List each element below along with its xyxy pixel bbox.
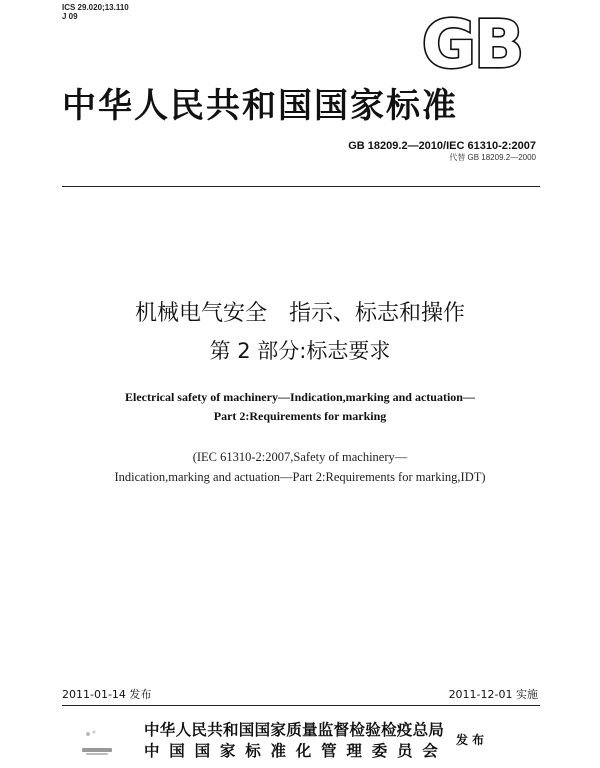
header-divider	[62, 186, 540, 187]
issuer-aqsiq: 中华人民共和国国家质量监督检验检疫总局	[144, 721, 445, 739]
issue-date: 2011-01-14 发布	[62, 688, 152, 701]
replaces-standard: 代替 GB 18209.2—2000	[449, 153, 536, 162]
publish-label: 发布	[456, 733, 489, 747]
implementation-date: 2011-12-01 实施	[448, 688, 538, 701]
equivalence-line1: (IEC 61310-2:2007,Safety of machinery—	[192, 450, 408, 464]
footer-divider	[62, 705, 540, 706]
title-english-line2: Part 2:Requirements for marking	[213, 409, 387, 423]
national-standard-heading: 中华人民共和国国家标准	[62, 86, 458, 126]
standard-number-block	[348, 140, 536, 163]
equivalence-line2: Indication,marking and actuation—Part 2:Requirements for marking,IDT)	[114, 470, 486, 484]
gb-logo-text: GB	[421, 12, 523, 74]
seal-icon	[74, 724, 124, 760]
title-english-line1: Electrical safety of machinery—Indication,marking and actuation—	[125, 390, 475, 404]
classification-codes	[62, 3, 129, 21]
issuer-sac: 中国国家标准化管理委员会	[144, 742, 448, 760]
standard-number: GB 18209.2—2010/IEC 61310-2:2007	[348, 140, 536, 152]
ics-code: ICS 29.020;13.110	[62, 3, 129, 12]
ccs-code: J 09	[62, 12, 78, 21]
gb-logo	[404, 12, 540, 74]
title-chinese-line2: 第 2 部分:标志要求	[209, 339, 391, 363]
title-chinese-line1: 机械电气安全 指示、标志和操作	[134, 301, 465, 326]
